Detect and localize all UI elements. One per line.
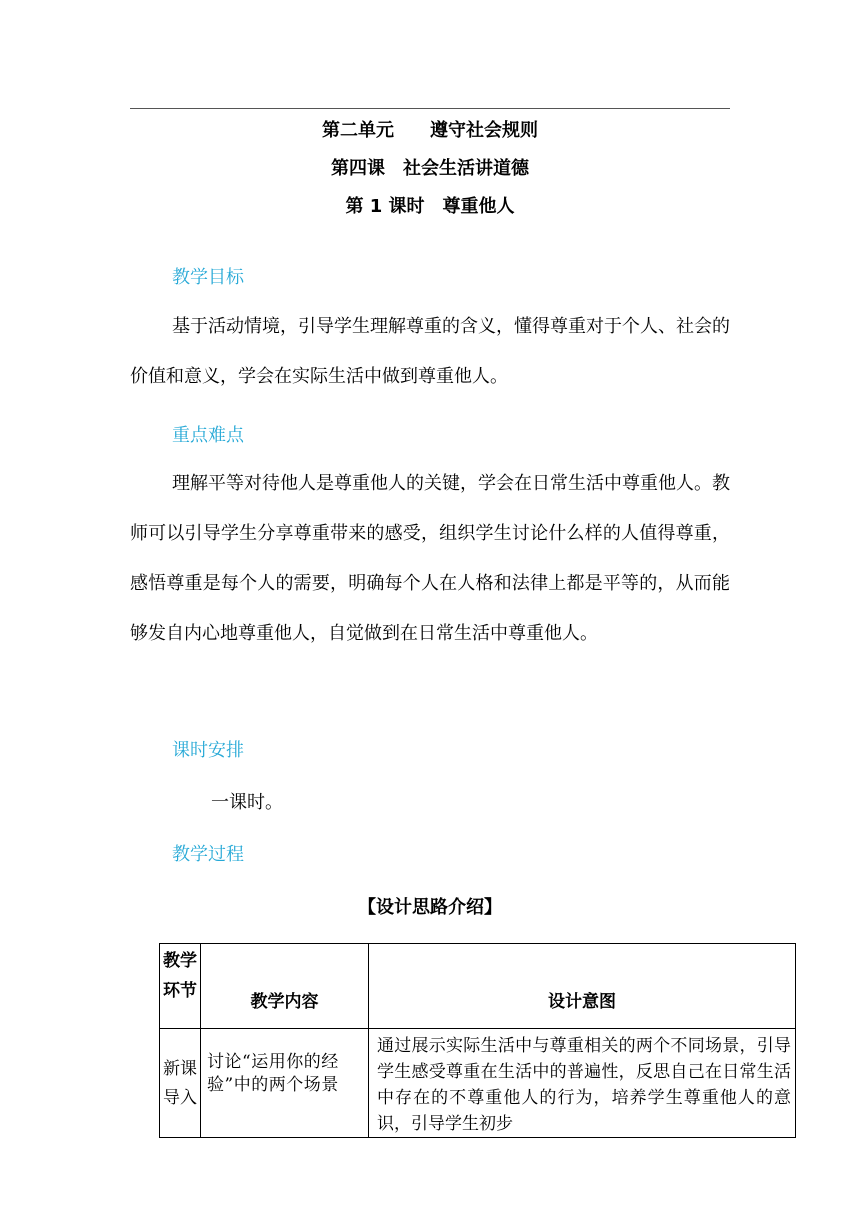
- key-points-body: 理解平等对待他人是尊重他人的关键，学会在日常生活中尊重他人。教师可以引导学生分享尊重带来的感受，组织学生讨论什么样的人值得尊重，感悟尊重是每个人的需要，明确每个人在人格和法律上都是平等的，从而能够发自内心地尊重他人，自觉做到在日常生活中尊重他人。: [130, 473, 730, 644]
- design-table-wrapper: [159, 943, 796, 1134]
- key-points-heading: 重点难点: [172, 425, 244, 446]
- header-stage-label: 教学环节: [163, 951, 197, 1001]
- row-intent: 通过展示实际生活中与尊重相关的两个不同场景，引导学生感受尊重在生活中的普遍性，反思自己在日常生活中存在的不尊重他人的行为，培养学生尊重他人的意识，引导学生初步: [369, 1029, 796, 1138]
- goals-heading: 教学目标: [172, 267, 244, 288]
- row-stage: [160, 1029, 201, 1138]
- table-row: [160, 1029, 796, 1138]
- schedule-body: 一课时。: [211, 792, 283, 813]
- header-stage: [160, 944, 201, 1029]
- unit-title: 第二单元 遵守社会规则: [322, 120, 538, 141]
- table-header-row: [160, 944, 796, 1029]
- process-heading: 教学过程: [172, 844, 244, 865]
- row-content: 讨论“运用你的经验”中的两个场景: [201, 1029, 369, 1138]
- goals-body: 基于活动情境，引导学生理解尊重的含义，懂得尊重对于个人、社会的价值和意义，学会在实际生活中做到尊重他人。: [130, 316, 730, 387]
- header-rule: [130, 108, 730, 109]
- header-intent: 设计意图: [369, 944, 796, 1029]
- schedule-heading: 课时安排: [172, 740, 244, 761]
- lesson-title: 第四课 社会生活讲道德: [331, 158, 529, 179]
- header-content: 教学内容: [201, 944, 369, 1029]
- design-table: [159, 943, 796, 1138]
- row-stage-label: 新课导入: [163, 1059, 197, 1108]
- period-title: 第 1 课时 尊重他人: [345, 196, 515, 217]
- design-table-title: 【设计思路介绍】: [358, 897, 502, 918]
